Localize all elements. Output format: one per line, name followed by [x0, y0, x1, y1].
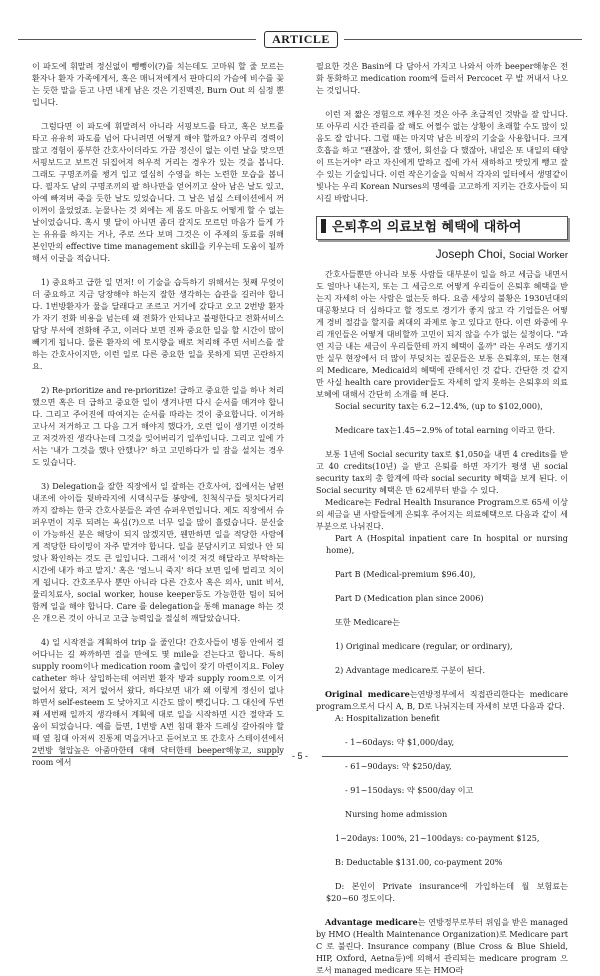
term-text: 는 연방정부로부터 위임을 받은 managed by HMO (Health Maintenance Organization)로 Medicare part C 로 불린다. Insurance company (Blue Cross & Blue Shield, HIP, Oxford, Aetna등)에 의해서 관리되는 medicare program 으로서 managed medicare 또는 HMO라 [316, 917, 568, 975]
list-item: - 91~150days: 약 $500/day 이고 [345, 785, 474, 795]
list-item: 2) Advantage medicare로 구분이 된다. [335, 665, 486, 675]
paragraph [316, 688, 568, 712]
tax-line: Social security tax는 6.2~12.4%, (up to $102,000), [335, 401, 543, 411]
paragraph: 이런 저 짧은 경험으로 깨우친 것은 아주 초급적인 것밖을 잘 압니다. 또 아무리 시간 관리를 잘 해도 어쩔수 없는 상황이 초래할 수도 많이 있음도 잘 압니다. 그럴 때는 마지막 남은 비장의 기술을 사용합니다. 크게 호흡을 하고 "괜찮아, 잘 했어, 회선을 다 했잖아, 내일은 또 내일의 태양이 뜨는거야" 라고 자신에게 말하고 집에 가서 새하하고 맛있게 뺑고 잘 수 있는 기술입니다. 이런 작은기술을 익혀서 각자의 일터에서 생명같이 빛나는 우리 Korean Nurses의 명예를 고고하게 지키는 간호사들이 되시길 바랍니다. [316, 109, 568, 203]
list-item: B: Deductable $131.00, co-payment 20% [335, 857, 503, 867]
author-role: Social Worker [509, 250, 568, 261]
paragraph: 그럼다면 이 파도에 휘말려서 아니라 서핑보드를 타고, 혹은 보트를 타고 유유히 파도를 넘어 다니려면 어떻게 해야 할까요? 아무리 경력이 많고 경험이 풍부한 간호사이더라도 가끔 정신이 없는 이런 날을 맞으면 서핑보드고 보트건 뒤집어져 허우적 거리는 경우가 있는 것을 봅니다. 그래도 구명조끼를 챙겨 입고 열심히 수영을 하는 노련한 모습을 봅니다. 필자도 남의 구명조끼의 팔 하나만을 얻어끼고 살아 남은 날도 있고, 아예 빠져버 죽을 듯한 날도 있었습니다. 그 날은 넘실 스테이션에서 꺼이꺼이 울었었죠. 눈물나는 것 외에는 제 몸도 마음도 어떻게 할 수 없는 날이었습니다. 혹시 몇 달이 아니면 좀더 갈지도 모르던 마음가 들게 가는 유유를 하지는 거나, 주로 쓰다 보며 그것은 이 주제의 동료를 위해 본인만의 effective time management skill을 키우는데 도움이 될까 해서 이글을 적습니다. [32, 121, 284, 263]
page-footer [32, 750, 568, 762]
term-text: 는연방정부에서 직접관리한다는 medicare program으로서 다시 A, B, D로 나뉘지는데 자세히 보면 다음과 같다. [316, 689, 569, 711]
article-title [316, 216, 568, 240]
footer-rule-left [32, 756, 278, 757]
paragraph [316, 916, 568, 976]
paragraph: 1) 중요하고 급한 일 먼저! 이 기술을 습득하기 위해서는 첫째 무엇이 더 중요하고 지금 당장해야 하는지 잘한 생각하는 습관을 길러야 합니다. 1번방환자가 물을 달래다고 조르고 거기에 갔다고 오고 2번방 환자가 자기 전화 비용을 넘는데 왜 전화가 안되냐고 불평한다고 전화서비스 담당 부서에 전화해 주고, 이러다 보면 진짜 중요한 일을 할 시간이 많이 빼기게 됩니다. 물론 환자의 에 토시향을 배로 처리해 주면 서비스를 잘하는 간호사이지만, 이런 일로 다른 중요한 일을 못하게 되면 곤란하지요. [32, 277, 284, 371]
right-column [316, 60, 569, 975]
paragraph: 3) Delegation을 잘한 직장에서 일 잘하는 간호사여, 집에서는 남편 내조에 아이들 뒷바라지에 시댁식구들 봉양에, 친척식구들 뒷치다거리까지 잘하는 한국 간호사분들은 과연 슈퍼우먼입니다. 제도 직장에서 슈퍼우먼이 지루 되려는 욕심(?)으로 너무 일을 많이 흘렸습니다. 분신술이 가능하신 분은 해당이 되지 않겠지만, 웬만하면 일을 적당한 사람에게 적당한 타이밍이 자주 맡겨야 합니다. 일을 분담시키고 되었나 안 되었나 확인하는 것도 큰 일입니다. 그래서 '이것 저것 해달라고 부탁하는 시간에 내가 하고 말지.' 혹은 '얼느니 죽지' 하다 보면 일에 멀리고 치이게 됩니다. 간호조무사 뿐만 아니라 다른 간호사 혹은 의사, unit 비서, 물리치료사, social worker, house keeper등도 가능한한 팀이 되어 함께 일을 해야 합니다. Care 를 delegation을 통해 manage 하는 것은 개으른 것이 아니고 고급 능력입을 절실히 깨달았습니다. [32, 481, 284, 623]
part-line: Part A (Hospital inpatient care In hospital or nursing home), [326, 533, 568, 555]
paragraph: Medicare는 Fedral Health Insurance Program으로 65세 이상의 세금을 낸 사람들에게 은퇴후 주어지는 의료혜택으로 다음과 같이 세부분으로 나뉘진다. [316, 497, 568, 531]
header-rule-right [344, 39, 582, 40]
list-item: - 1~60days: 약 $1,000/day, [345, 737, 455, 747]
term-bold: Advantage medicare [325, 917, 418, 927]
paragraph: 필요한 것은 Basin에 다 담아서 가지고 나와서 아까 beeper해놓은 전화 통화하고 medication room에 들러서 Percocet 꾸 발 꺼내서 나오는 것입니다. [316, 61, 568, 95]
part-line: Part B (Medical-premium $96.40), [335, 569, 476, 579]
list-item: 1) Original medicare (regular, or ordinary), [335, 641, 513, 651]
author-name: Joseph Choi, [435, 247, 506, 261]
footer-rule-right [322, 756, 568, 757]
list-intro: 또한 Medicare는 [335, 617, 400, 627]
page-number: - 5 - [291, 751, 308, 761]
header-rule-left [18, 39, 256, 40]
paragraph: 보통 1년에 Social security tax로 $1,050을 내면 4 credits를 받고 40 credits(10년) 을 받고 은퇴를 하면 자기가 평생 낸 social security tax의 총 합계에 따라 social security 혜택을 보게 된다. 이 Social security 혜택은 만 62세부터 받을 수 있다. [316, 449, 568, 495]
list-item: - 61~90days: 약 $250/day, [345, 761, 452, 771]
byline [316, 248, 568, 262]
article-title-text: 은퇴후의 의료보험 혜택에 대하여 [332, 220, 522, 235]
term-bold: Original medicare [325, 689, 410, 699]
part-line: Part D (Medication plan since 2006) [335, 593, 484, 603]
list-item: Nursing home admission [345, 809, 448, 819]
paragraph: 2) Re-prioritize and re-prioritize! 급하고 중요한 일을 하나 처리했으면 혹은 더 급하고 중요한 일이 생겨나면 다시 순서를 매겨야 합니다. 그리고 주어진에 따여지는 순서를 따라는 것이 중요합니다. 이거하고나서 저거하고 그 다음 그거 해야지 했다가, 오런 일이 생기면 이것하고 저것까진 생각나는데 그것을 잊어버리기 일쑤입니다. 그리고 일에 가서는 '내가 그것을 했나 안했나?' 하고 고민하다가 일 잠을 설치는 경우도 있습니다. [32, 385, 284, 467]
section-label: ARTICLE [264, 31, 338, 48]
article-header [18, 31, 582, 47]
paragraph: 4) 일 시작전을 계획하여 trip 을 줄인다! 간호사들이 병동 안에서 걸어다니는 길 짜까하면 걸을 만에도 몇 mile을 걷는다고 합니다. 특히 supply room이나 medication room 출입이 잦기 마련이지요. Foley catheter 하나 삼입하는데 여러번 환자 방과 supply room으로 이거 없어서 왔다, 저거 없어서 왔다, 하다보면 내가 왜 이렇게 정신이 없나 하면서 self-esteem 도 낮아지고 시간도 많이 뺏깁니다. 그 대신에 두번째 세번째 일까지 생각해서 계획에 대로 일을 시작하면 시간 절약과 도움이 되었습니다. 예를 들면, 1번방 A번 침대 환자 드레싱 갈아줘야 할 때 옆 침대 아저씨 진통제 먹을거나고 듣어보고 또 간호사 스테이션에서 2번방 혈압높은 아줌마한테 대해 닥터한테 beeper해놓고, supply room 에서 [32, 637, 284, 767]
paragraph: 간호사들뿐만 아니라 보통 사람들 대부분이 일을 하고 세금을 내면서도 얼마나 내는지, 또는 그 세금으로 어떻게 우리들이 은퇴후 혜택을 받는지 자세히 아는 사람은 없는듯 하다. 요즘 세상의 불황은 1930년대의 대공황보다 더 심하다고 할 정도로 경기가 좋지 않고 각 기업들은 어떻게 경비 절감을 할지를 최대의 과제로 놓고 있다고 한다. 이런 와중에 우리 개인들은 어떻게 대비할까 고민이 되지 않을 수가 없는 실정이다. "과연 지금 내는 세금이 우리들한테 까지 혜택이 올까" 라는 우려도 생기지만 실무 현장에서 더 많이 부딪치는 질문들은 보통 은퇴후의, 또는 현재의 Medicare, Medicaid의 혜택에 관해서인 것 같다. 간단한 것 같지만 사실 health care provider들도 자세히 알지 못하는 은퇴후의 의료보혜에 대해서 간단히 소개를 해 본다. [316, 269, 568, 399]
title-bar-icon [321, 219, 326, 233]
tax-line: Medicare tax는1.45~2.9% of total earning 이라고 한다. [335, 425, 556, 435]
list-heading: A: Hospitalization benefit [335, 713, 440, 723]
left-column [32, 60, 284, 767]
paragraph: 이 파도에 휘말려 정신없이 뺑뺑이(?)를 치는데도 고마워 할 줄 모르는 환자나 환자 가족에게서, 혹은 매니저에게서 판마디의 가슴에 비수를 꽂는 듯한 말을 듣고 나면 내게 남은 것은 기진맥진, Burn Out 의 심정 뿐입니다. [32, 61, 284, 107]
list-item: D: 본인이 Private insurance에 가입하는데 월 보험료는 $20~60 정도이다. [326, 881, 568, 903]
list-item: 1~20days: 100%, 21~100days: co-payment $125, [335, 833, 540, 843]
